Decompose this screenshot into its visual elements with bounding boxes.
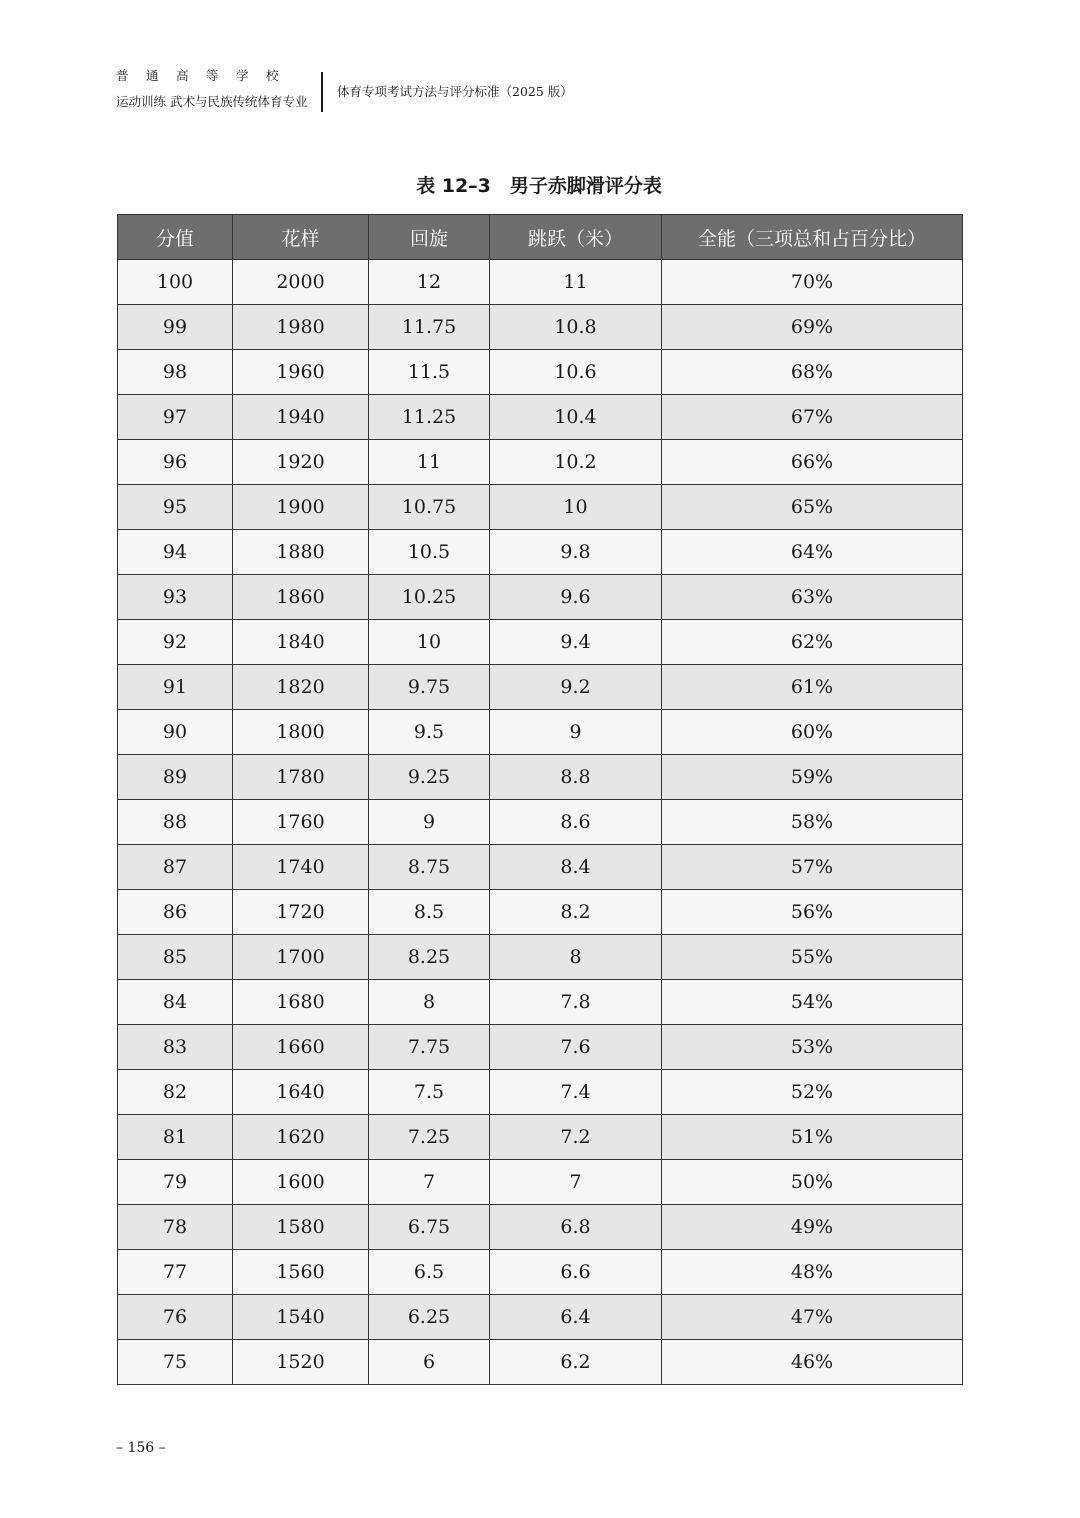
table-cell: 9.6 <box>490 575 662 620</box>
table-cell: 8.8 <box>490 755 662 800</box>
table-cell: 6.6 <box>490 1250 662 1295</box>
table-cell: 9.4 <box>490 620 662 665</box>
table-row <box>118 1205 963 1250</box>
table-row <box>118 395 963 440</box>
table-cell: 7.25 <box>369 1115 490 1160</box>
table-cell: 11.5 <box>369 350 490 395</box>
table-cell: 10.8 <box>490 305 662 350</box>
table-cell: 49% <box>662 1205 963 1250</box>
table-cell: 1740 <box>233 845 369 890</box>
table-cell: 48% <box>662 1250 963 1295</box>
table-cell: 8.25 <box>369 935 490 980</box>
table-row <box>118 260 963 305</box>
table-cell: 92 <box>118 620 233 665</box>
table-cell: 6.4 <box>490 1295 662 1340</box>
table-cell: 1860 <box>233 575 369 620</box>
table-cell: 83 <box>118 1025 233 1070</box>
table-cell: 70% <box>662 260 963 305</box>
table-body <box>118 260 963 1385</box>
table-cell: 96 <box>118 440 233 485</box>
table-cell: 10 <box>369 620 490 665</box>
table-row <box>118 485 963 530</box>
table-cell: 10.4 <box>490 395 662 440</box>
table-cell: 8.6 <box>490 800 662 845</box>
table-cell: 57% <box>662 845 963 890</box>
table-cell: 79 <box>118 1160 233 1205</box>
table-cell: 1520 <box>233 1340 369 1385</box>
table-cell: 61% <box>662 665 963 710</box>
table-cell: 99 <box>118 305 233 350</box>
table-cell: 9.2 <box>490 665 662 710</box>
table-cell: 88 <box>118 800 233 845</box>
table-row <box>118 1340 963 1385</box>
table-row <box>118 1295 963 1340</box>
table-cell: 94 <box>118 530 233 575</box>
table-cell: 7.4 <box>490 1070 662 1115</box>
table-cell: 2000 <box>233 260 369 305</box>
table-row <box>118 980 963 1025</box>
table-cell: 69% <box>662 305 963 350</box>
table-row <box>118 710 963 755</box>
table-cell: 10 <box>490 485 662 530</box>
table-cell: 56% <box>662 890 963 935</box>
table-cell: 51% <box>662 1115 963 1160</box>
table-cell: 10.2 <box>490 440 662 485</box>
table-cell: 1880 <box>233 530 369 575</box>
header-row <box>118 215 963 260</box>
table-cell: 1920 <box>233 440 369 485</box>
table-cell: 6.25 <box>369 1295 490 1340</box>
table-cell: 89 <box>118 755 233 800</box>
table-cell: 8 <box>369 980 490 1025</box>
table-cell: 90 <box>118 710 233 755</box>
table-cell: 75 <box>118 1340 233 1385</box>
table-cell: 6 <box>369 1340 490 1385</box>
table-cell: 9.25 <box>369 755 490 800</box>
table-cell: 9.5 <box>369 710 490 755</box>
table-cell: 9.8 <box>490 530 662 575</box>
table-cell: 1820 <box>233 665 369 710</box>
table-cell: 77 <box>118 1250 233 1295</box>
table-cell: 81 <box>118 1115 233 1160</box>
table-row <box>118 1250 963 1295</box>
table-cell: 8.5 <box>369 890 490 935</box>
table-row <box>118 755 963 800</box>
table-cell: 1900 <box>233 485 369 530</box>
table-cell: 93 <box>118 575 233 620</box>
table-cell: 59% <box>662 755 963 800</box>
table-cell: 86 <box>118 890 233 935</box>
table-cell: 53% <box>662 1025 963 1070</box>
score-table <box>117 214 963 1385</box>
table-row <box>118 800 963 845</box>
column-header: 全能（三项总和占百分比） <box>662 215 963 260</box>
table-cell: 1660 <box>233 1025 369 1070</box>
table-cell: 65% <box>662 485 963 530</box>
header-book-title: 体育专项考试方法与评分标准（2025 版） <box>336 84 573 99</box>
table-cell: 1640 <box>233 1070 369 1115</box>
table-row <box>118 620 963 665</box>
table-cell: 62% <box>662 620 963 665</box>
table-cell: 1540 <box>233 1295 369 1340</box>
table-cell: 6.2 <box>490 1340 662 1385</box>
table-cell: 9 <box>369 800 490 845</box>
table-cell: 68% <box>662 350 963 395</box>
page-number: – 156 – <box>116 1440 166 1456</box>
table-cell: 1600 <box>233 1160 369 1205</box>
table-cell: 9 <box>490 710 662 755</box>
table-cell: 50% <box>662 1160 963 1205</box>
table-cell: 7.8 <box>490 980 662 1025</box>
table-cell: 1620 <box>233 1115 369 1160</box>
table-cell: 67% <box>662 395 963 440</box>
table-cell: 8 <box>490 935 662 980</box>
table-row <box>118 890 963 935</box>
table-cell: 8.2 <box>490 890 662 935</box>
table-cell: 85 <box>118 935 233 980</box>
column-header: 花样 <box>233 215 369 260</box>
table-row <box>118 935 963 980</box>
table-cell: 6.5 <box>369 1250 490 1295</box>
table-cell: 6.8 <box>490 1205 662 1250</box>
table-cell: 91 <box>118 665 233 710</box>
table-row <box>118 350 963 395</box>
table-cell: 6.75 <box>369 1205 490 1250</box>
header-major: 运动训练 武术与民族传统体育专业 <box>116 94 308 109</box>
table-cell: 97 <box>118 395 233 440</box>
table-row <box>118 530 963 575</box>
column-header: 分值 <box>118 215 233 260</box>
table-cell: 11 <box>490 260 662 305</box>
table-row <box>118 1160 963 1205</box>
table-cell: 8.4 <box>490 845 662 890</box>
table-row <box>118 305 963 350</box>
table-cell: 1800 <box>233 710 369 755</box>
table-cell: 63% <box>662 575 963 620</box>
table-cell: 8.75 <box>369 845 490 890</box>
table-cell: 1680 <box>233 980 369 1025</box>
table-cell: 10.6 <box>490 350 662 395</box>
table-cell: 12 <box>369 260 490 305</box>
table-cell: 10.5 <box>369 530 490 575</box>
table-cell: 1580 <box>233 1205 369 1250</box>
table-cell: 1960 <box>233 350 369 395</box>
table-cell: 54% <box>662 980 963 1025</box>
table-cell: 46% <box>662 1340 963 1385</box>
table-cell: 11 <box>369 440 490 485</box>
table-cell: 66% <box>662 440 963 485</box>
table-cell: 11.25 <box>369 395 490 440</box>
table-cell: 11.75 <box>369 305 490 350</box>
table-cell: 7.75 <box>369 1025 490 1070</box>
running-header <box>116 68 573 112</box>
table-row <box>118 440 963 485</box>
table-cell: 98 <box>118 350 233 395</box>
table-cell: 52% <box>662 1070 963 1115</box>
table-row <box>118 1115 963 1160</box>
table-cell: 7 <box>490 1160 662 1205</box>
table-cell: 95 <box>118 485 233 530</box>
table-row <box>118 845 963 890</box>
table-cell: 76 <box>118 1295 233 1340</box>
table-cell: 82 <box>118 1070 233 1115</box>
table-cell: 1560 <box>233 1250 369 1295</box>
table-row <box>118 575 963 620</box>
table-cell: 64% <box>662 530 963 575</box>
table-cell: 84 <box>118 980 233 1025</box>
column-header: 跳跃（米） <box>490 215 662 260</box>
table-cell: 1780 <box>233 755 369 800</box>
table-cell: 7.6 <box>490 1025 662 1070</box>
table-title: 表 12–3 男子赤脚滑评分表 <box>416 175 662 197</box>
table-cell: 87 <box>118 845 233 890</box>
table-cell: 1700 <box>233 935 369 980</box>
table-cell: 1940 <box>233 395 369 440</box>
table-row <box>118 1070 963 1115</box>
table-cell: 58% <box>662 800 963 845</box>
table-cell: 1840 <box>233 620 369 665</box>
table-cell: 10.75 <box>369 485 490 530</box>
table-cell: 1980 <box>233 305 369 350</box>
table-header <box>118 215 963 260</box>
column-header: 回旋 <box>369 215 490 260</box>
header-left <box>116 68 321 110</box>
table-cell: 7.2 <box>490 1115 662 1160</box>
table-cell: 7 <box>369 1160 490 1205</box>
table-cell: 60% <box>662 710 963 755</box>
table-cell: 1760 <box>233 800 369 845</box>
table-cell: 9.75 <box>369 665 490 710</box>
table-row <box>118 665 963 710</box>
table-cell: 1720 <box>233 890 369 935</box>
table-cell: 55% <box>662 935 963 980</box>
header-school-type: 普通高等学校 <box>116 68 297 83</box>
table-row <box>118 1025 963 1070</box>
table-cell: 47% <box>662 1295 963 1340</box>
table-cell: 78 <box>118 1205 233 1250</box>
table-cell: 7.5 <box>369 1070 490 1115</box>
table-cell: 100 <box>118 260 233 305</box>
table-cell: 10.25 <box>369 575 490 620</box>
